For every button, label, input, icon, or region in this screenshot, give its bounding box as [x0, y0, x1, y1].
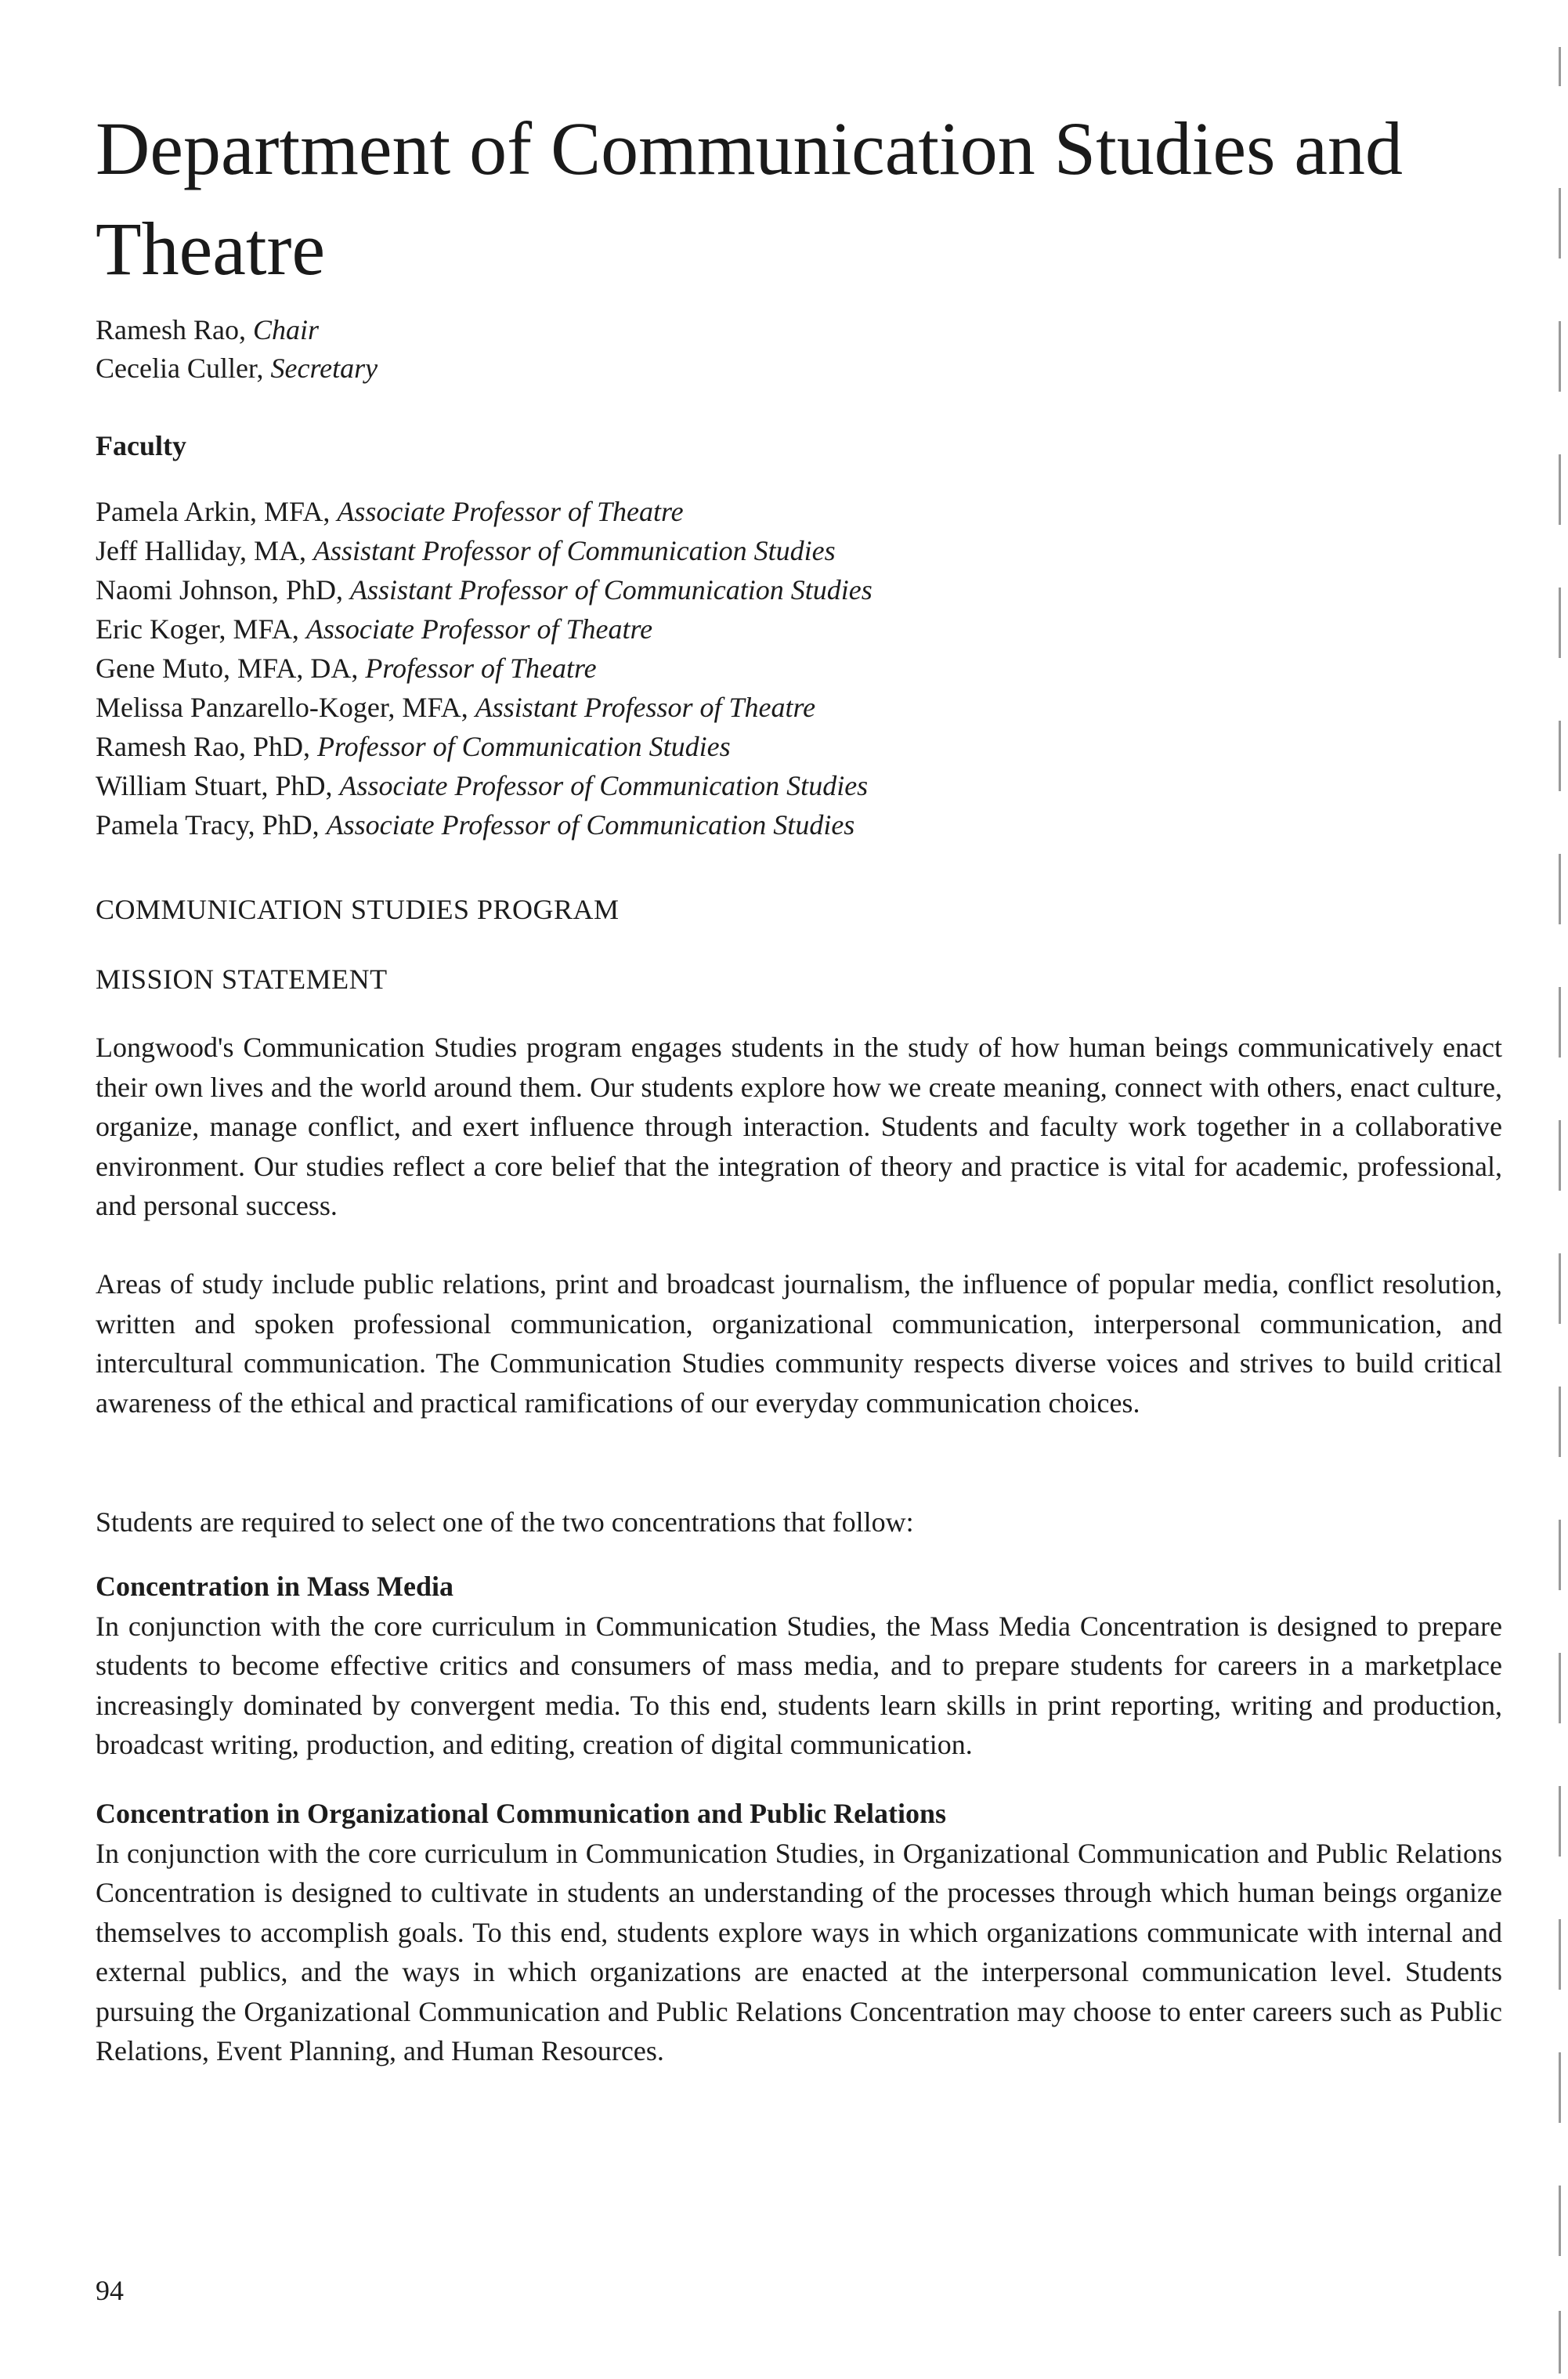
mass-media-text: In conjunction with the core curriculum in Communication Studies, the Mass Media Concentration is designed to prepare students to become effective critics and consumers of mass media, and to prepare students for careers in a marketplace increasingly dominated by convergent media. To this end, students learn skills in print reporting, writing and production, broadcast writing, production, and editing, creation of digital communication. [96, 1610, 1502, 1760]
faculty-name: Naomi Johnson, PhD, [96, 574, 351, 606]
faculty-name: Jeff Halliday, MA, [96, 535, 313, 566]
faculty-title: Assistant Professor of Theatre [475, 692, 816, 723]
officer-role: Chair [252, 314, 320, 345]
edge-mark [1559, 2052, 1561, 2123]
faculty-title: Associate Professor of Theatre [305, 613, 653, 645]
edge-mark [1559, 1120, 1561, 1191]
officer-name: Cecelia Culler, [96, 353, 271, 384]
faculty-member [96, 688, 873, 727]
edge-mark [1559, 987, 1561, 1058]
faculty-member [96, 805, 873, 844]
faculty-member [96, 492, 873, 531]
faculty-title: Associate Professor of Communication Studies [339, 770, 869, 801]
officer-secretary [96, 349, 378, 388]
faculty-name: Eric Koger, MFA, [96, 613, 306, 645]
faculty-name: Melissa Panzarello-Koger, MFA, [96, 692, 475, 723]
edge-mark [1559, 321, 1561, 392]
mission-paragraph: Longwood's Communication Studies program engages students in the study of how human beings communicatively enact their own lives and the world around them. Our students explore how we create meaning, connect with others, enact culture, organize, manage conflict, and exert influence through interaction. Students and faculty work together in a collaborative environment. Our studies reflect a core belief that the integration of theory and practice is vital for academic, professional, and personal success. [96, 1032, 1502, 1221]
faculty-member [96, 649, 873, 688]
areas-paragraph: Areas of study include public relations, print and broadcast journalism, the influence of popular media, conflict resolution, written and spoken professional communication, organizational communication, interpersonal communication, and intercultural communication. The Communication Studies community respects diverse voices and strives to build critical awareness of the ethical and practical ramifications of our everyday communication choices. [96, 1268, 1502, 1419]
faculty-member [96, 609, 873, 649]
edge-mark [1559, 854, 1561, 924]
edge-mark [1559, 588, 1561, 658]
mass-media-section [96, 1567, 1502, 1765]
faculty-title: Assistant Professor of Communication Studies [313, 535, 836, 566]
department-officers [96, 311, 378, 388]
page-title: Department of Communication Studies and Theatre [96, 107, 1404, 291]
edge-mark [1559, 454, 1561, 525]
mass-media-heading: Concentration in Mass Media [96, 1571, 453, 1602]
faculty-heading: Faculty [96, 430, 186, 461]
edge-mark [1559, 188, 1561, 259]
edge-mark [1559, 1653, 1561, 1723]
page-number: 94 [96, 2275, 124, 2306]
faculty-member [96, 570, 873, 609]
edge-mark [1559, 1387, 1561, 1457]
faculty-title: Assistant Professor of Communication Studies [350, 574, 873, 606]
officer-chair [96, 311, 378, 349]
faculty-title: Professor of Theatre [365, 653, 597, 684]
edge-mark [1559, 1253, 1561, 1324]
faculty-name: Pamela Arkin, MFA, [96, 496, 338, 527]
program-heading: COMMUNICATION STUDIES PROGRAM [96, 894, 620, 925]
faculty-title: Associate Professor of Theatre [337, 496, 684, 527]
officer-role: Secretary [270, 353, 378, 384]
org-comm-text: In conjunction with the core curriculum in Communication Studies, in Organizational Communication and Public Relations Concentration is designed to cultivate in students an understanding of the processes through which human beings organize themselves to accomplish goals. To this end, students explore ways in which organizations communicate with internal and external publics, and the ways in which organizations are enacted at the interpersonal communication level. Students pursuing the Organizational Communication and Public Relations Concentration may choose to enter careers such as Public Relations, Event Planning, and Human Resources. [96, 1837, 1502, 2066]
faculty-member [96, 766, 873, 805]
faculty-name: Pamela Tracy, PhD, [96, 809, 327, 841]
org-comm-section [96, 1794, 1502, 2071]
faculty-name: William Stuart, PhD, [96, 770, 340, 801]
org-comm-heading: Concentration in Organizational Communication and Public Relations [96, 1798, 947, 1829]
edge-mark [1559, 1919, 1561, 1990]
officer-name: Ramesh Rao, [96, 314, 253, 345]
faculty-title: Associate Professor of Communication Studies [326, 809, 855, 841]
faculty-title: Professor of Communication Studies [317, 731, 731, 762]
faculty-member [96, 727, 873, 766]
edge-mark [1559, 2311, 1561, 2374]
faculty-name: Ramesh Rao, PhD, [96, 731, 317, 762]
edge-mark [1559, 1786, 1561, 1857]
concentrations-intro: Students are required to select one of the two concentrations that follow: [96, 1506, 914, 1538]
edge-mark [1559, 47, 1561, 86]
faculty-member [96, 531, 873, 570]
mission-heading: MISSION STATEMENT [96, 964, 388, 995]
edge-mark [1559, 2186, 1561, 2256]
edge-mark [1559, 1520, 1561, 1590]
edge-mark [1559, 721, 1561, 791]
faculty-name: Gene Muto, MFA, DA, [96, 653, 366, 684]
faculty-list [96, 492, 873, 844]
